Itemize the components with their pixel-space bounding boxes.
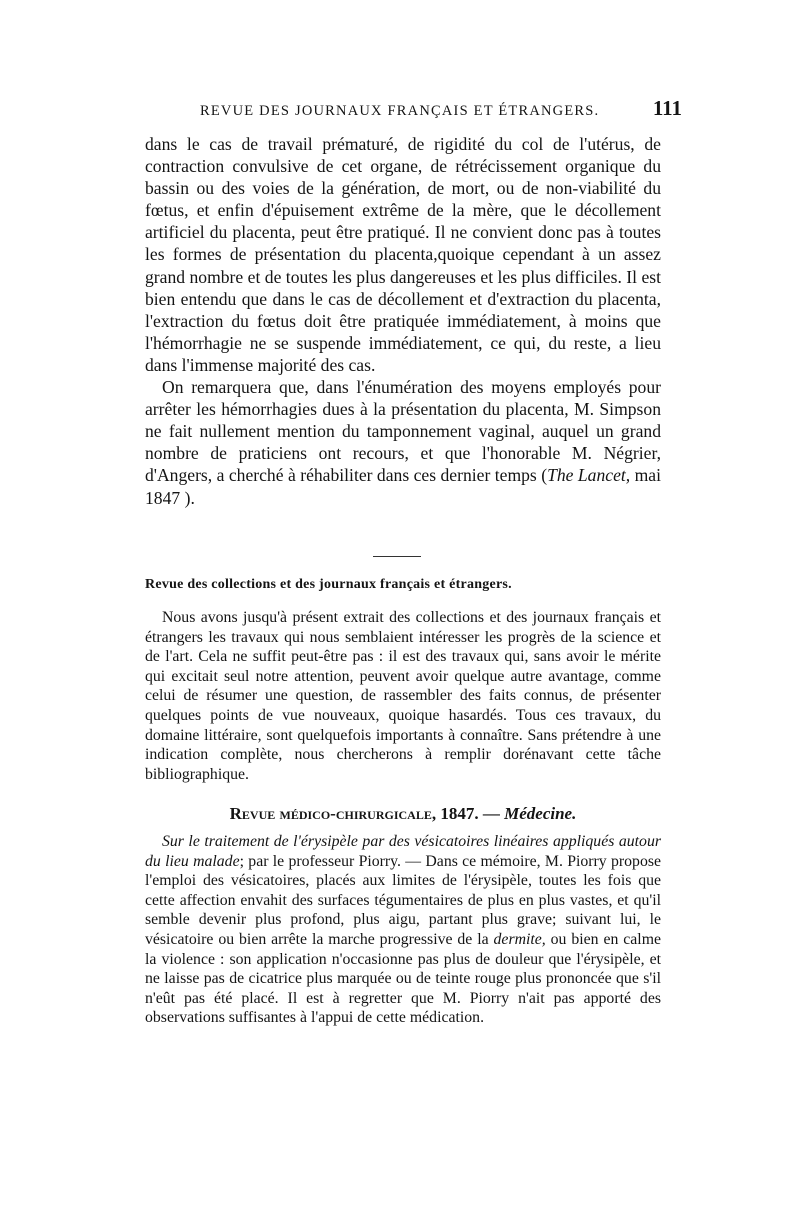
body-column-top: [145, 133, 661, 509]
running-header: [200, 96, 682, 126]
section-title: Revue des collections et des journaux français et étrangers.: [145, 577, 512, 592]
body-column-article: [145, 832, 661, 1028]
citation-date: mai 1847 ).: [145, 465, 662, 508]
journal-subheading: [145, 804, 661, 824]
paragraph-simpson-remark: [145, 376, 661, 509]
paragraph-placenta-decollement: dans le cas de travail prématuré, de rigidité du col de l'utérus, de contraction convulsive de cet organe, de rétrécissement organique du bassin ou des voies de la génération, de mort, ou de non-viabilité du fœtus, et enfin d'épuisement extrême de la mère, que le décollement artificiel du placenta, peut être pratiqué. Il ne convient donc pas à toutes les formes de présentation du placenta,quoique cependant à un assez grand nombre et de toutes les plus dangereuses et les plus difficiles. Il est bien entendu que dans le cas de décollement et d'extraction du placenta, l'extraction du fœtus doit être pratiquée immédiatement, à moins que l'hémorrhagie ne se suspende immédiatement, ce qui, du reste, a lieu dans l'immense majorité des cas.: [145, 134, 661, 375]
page-number: 111: [652, 96, 682, 120]
running-title: REVUE DES JOURNAUX FRANÇAIS ET ÉTRANGERS.: [200, 103, 600, 119]
journal-year: , 1847. —: [431, 804, 505, 823]
paragraph-piorry-article: [145, 832, 661, 1028]
article-title: Sur le traitement de l'érysipèle par des vésicatoires linéaires appliqués autour du lieu malade: [145, 833, 661, 870]
simpson-remark-text: On remarquera que, dans l'énumération des moyens employés pour arrêter les hémorrhagies dues à la présentation du placenta, M. Simpson ne fait nullement mention du tamponnement vaginal, auquel un grand nombre de praticiens ont recours, et que l'honorable M. Négrier, d'Angers, a cherché à réhabiliter dans ces dernier temps (: [145, 377, 661, 486]
article-text-b: ou bien en calme la violence : son application n'occasionne pas plus de douleur que l'érysipèle, et ne laisse pas de cicatrice plus marquée ou de teinte rouge plus prononcée que s'il n'eût pas été placé. Il est à regretter que M. Piorry n'ait pas apporté des observations suffisantes à l'appui de cette médication.: [145, 930, 661, 1027]
section-divider: [373, 556, 421, 557]
journal-name: Revue médico-chirurgicale: [229, 804, 432, 823]
body-column-intro: [145, 608, 661, 784]
paragraph-collections-intro: Nous avons jusqu'à présent extrait des collections et des journaux français et étrangers les travaux qui nous semblaient intéresser les progrès de la science et de l'art. Cela ne suffit peut-être pas : il est des travaux qui, sans avoir le mérite qui excitait seul notre attention, peuvent avoir quelque autre avantage, comme celui de résumer une question, de rassembler des faits connus, de présenter quelques points de vue nouveaux, quoique hasardés. Tous ces travaux, du domaine littéraire, sont quelquefois importants à connaître. Sans prétendre à une indication complète, nous chercherons à remplir dorénavant cette tâche bibliographique.: [145, 609, 661, 783]
article-text-a: ; par le professeur Piorry. — Dans ce mémoire, M. Piorry propose l'emploi des vésicatoires, placés aux limites de l'érysipèle, toutes les fois que cette affection envahit des surfaces tégumentaires de plus en plus vastes, et qu'il semble devenir plus profond, plus aigu, partant plus grave; suivant lui, le vésicatoire ou bien arrête la marche progressive de la: [145, 852, 662, 948]
article-term: dermite,: [493, 930, 546, 948]
journal-section: Médecine.: [504, 804, 577, 823]
citation-journal-title: The Lancet,: [547, 465, 631, 486]
